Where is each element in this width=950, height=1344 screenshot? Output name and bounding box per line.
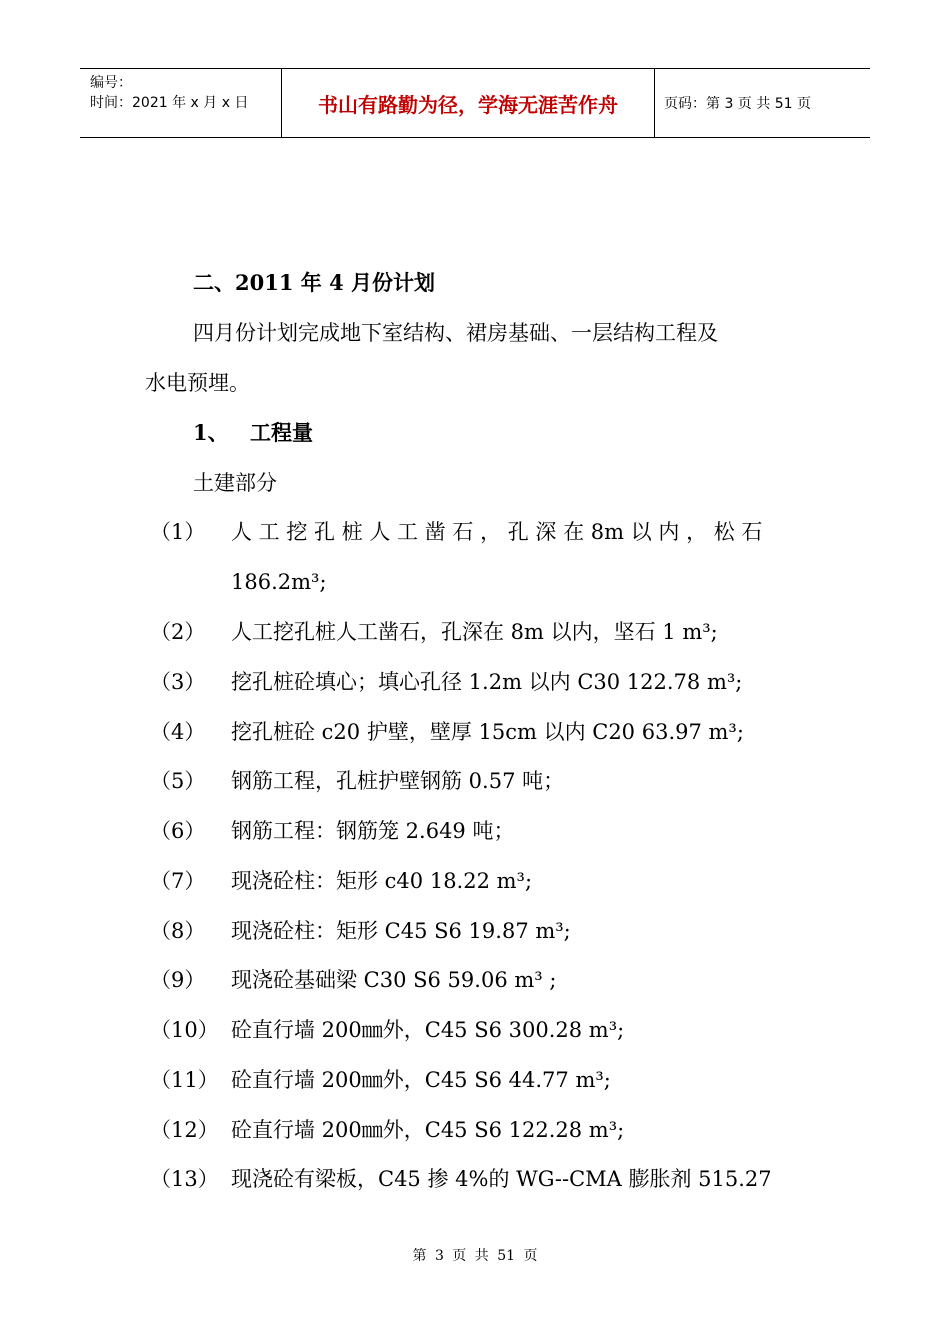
item-text: 现浇砼有梁板，C45 掺 4%的 WG--CMA 膨胀剂 515.27 [231,1167,772,1191]
item-text: 砼直行墙 200㎜外，C45 S6 122.28 m³; [231,1118,625,1142]
intro-line-2: 水电预埋。 [145,371,250,395]
item-number: （12） [150,1118,219,1142]
item-number: （4） [150,720,206,744]
item-text: 现浇砼基础梁 C30 S6 59.06 m³ ; [231,968,557,992]
item-text: 现浇砼柱：矩形 c40 18.22 m³; [231,869,533,893]
page-footer: 第 3 页 共 51 页 [412,1248,538,1264]
page-header [80,68,870,138]
item-continuation: 186.2m³; [231,570,327,594]
item-number: （3） [150,670,206,694]
header-meta [90,73,248,113]
item-number: （13） [150,1167,219,1191]
item-number: （7） [150,869,206,893]
item-number: （6） [150,819,206,843]
intro-line-1: 四月份计划完成地下室结构、裙房基础、一层结构工程及 [193,321,718,345]
item-text: 钢筋工程：钢筋笼 2.649 吨； [231,819,515,843]
item-number: （1） [150,520,206,544]
subheading-title: 工程量 [250,420,313,445]
item-number: （9） [150,968,206,992]
header-motto: 书山有路勤为径，学海无涯苦作舟 [318,93,618,117]
item-text: 现浇砼柱：矩形 C45 S6 19.87 m³; [231,919,571,943]
item-text: 挖孔桩砼 c20 护壁，壁厚 15cm 以内 C20 63.97 m³; [231,720,744,744]
item-number: （5） [150,769,206,793]
header-page-info: 页码：第 3 页 共 51 页 [664,96,811,112]
item-number: （10） [150,1018,219,1042]
item-text: 砼直行墙 200㎜外，C45 S6 44.77 m³; [231,1068,611,1092]
time-label: 时间：2021 年 x 月 x 日 [90,95,249,111]
subheading-number: 1、 [193,420,229,445]
section-heading: 二、2011 年 4 月份计划 [193,270,435,295]
header-divider [654,69,655,137]
subsection-label: 土建部分 [193,471,277,495]
item-number: （2） [150,620,206,644]
item-text: 挖孔桩砼填心；填心孔径 1.2m 以内 C30 122.78 m³; [231,670,743,694]
item-text: 人工挖孔桩人工凿石，孔深在 8m 以内，坚石 1 m³; [231,620,718,644]
item-text: 砼直行墙 200㎜外，C45 S6 300.28 m³; [231,1018,625,1042]
item-text: 钢筋工程，孔桩护壁钢筋 0.57 吨； [231,769,565,793]
number-label: 编号： [90,75,132,91]
item-text: 人 工 挖 孔 桩 人 工 凿 石 ， 孔 深 在 8m 以 内 ， 松 石 [231,520,763,544]
item-number: （11） [150,1068,219,1092]
item-number: （8） [150,919,206,943]
